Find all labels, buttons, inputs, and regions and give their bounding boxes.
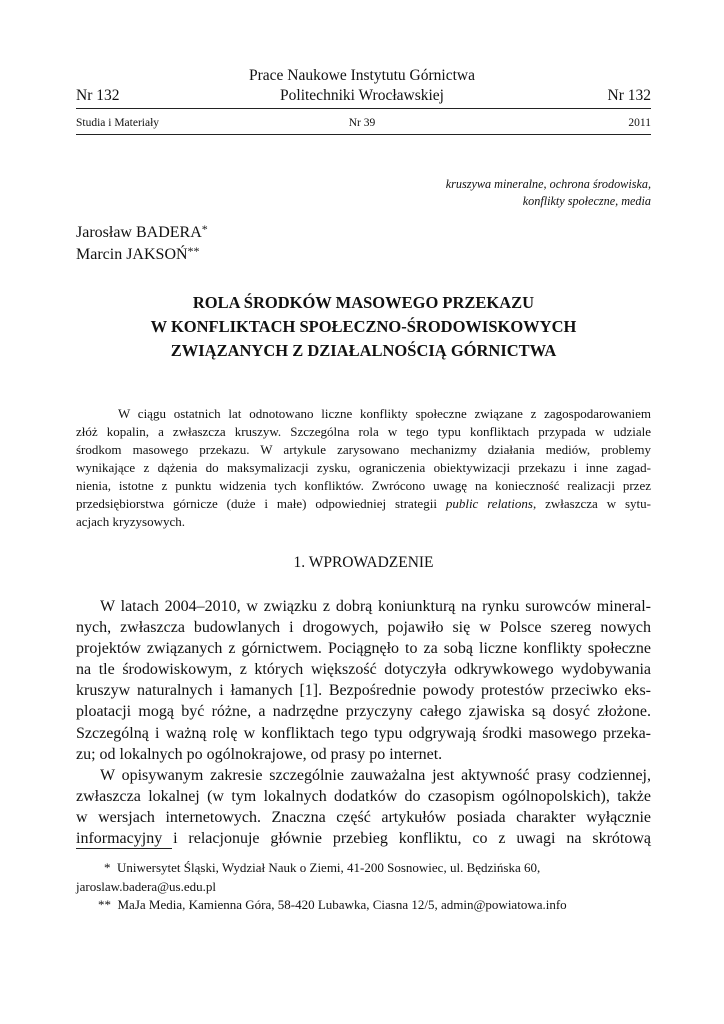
body-text (76, 596, 651, 849)
institution-line-1: Prace Naukowe Instytutu Górnictwa (249, 67, 475, 84)
body-line: na tle środowiskowym, z których większość dotyczyła odkrywkowego wydobywania (76, 661, 651, 679)
abstract-text: , zwłaszcza w sytu- (532, 496, 651, 511)
footnote-1 (76, 859, 651, 878)
title-line: ROLA ŚRODKÓW MASOWEGO PRZEKAZU (192, 293, 535, 312)
footnotes (76, 859, 651, 915)
author-mark: * (201, 222, 208, 236)
body-line: ploatacji mogą być różne, a nadrzędne przyczyny całego zjawiska są dosyć złożone. (76, 703, 651, 721)
abstract-line: środkom masowego przekazu. W artykule zarysowano mechanizmy działania mediów, problemy (76, 442, 651, 457)
footnote-mark: * (104, 860, 111, 875)
title-line: ZWIĄZANYCH Z DZIAŁALNOŚCIĄ GÓRNICTWA (170, 341, 557, 360)
abstract (76, 405, 651, 531)
title-line: W KONFLIKTACH SPOŁECZNO-ŚRODOWISKOWYCH (150, 317, 577, 336)
abstract-italic-term: public relations (445, 496, 533, 511)
author (76, 244, 208, 266)
abstract-line: W ciągu ostatnich lat odnotowano liczne konflikty społeczne związane z zagospodarowaniem (118, 406, 651, 421)
abstract-text: przedsiębiorstwa górnicze (duże i małe) odpowiedniej strategii (76, 496, 446, 511)
author-name: Marcin JAKSOŃ (76, 246, 188, 263)
header-rule (76, 108, 651, 109)
header-number-left: Nr 132 (76, 87, 120, 104)
issue-label: Nr 39 (348, 117, 376, 129)
article-title (76, 291, 651, 363)
footnote-text: Uniwersytet Śląski, Wydział Nauk o Ziemi, 41-200 Sosnowiec, ul. Będzińska 60, (117, 860, 541, 875)
body-line: projektów związanych z górnictwem. Pociągnęło to za sobą liczne konflikty społeczne (76, 640, 651, 658)
body-line: informacyjny i relacjonuje głównie przebieg konfliktu, co z uwagi na skrótową (76, 830, 651, 848)
section-heading: 1. WPROWADZENIE (293, 554, 434, 571)
abstract-line: złóż kopalin, a zwłaszcza kruszyw. Szczególna rola w tego typu konfliktach przypada w udziale (76, 424, 651, 439)
abstract-line (76, 495, 651, 513)
body-line: w wersjach internetowych. Znaczna część artykułów posiada charakter wyłącznie (76, 808, 651, 826)
footnote-1-email: jaroslaw.badera@us.edu.pl (76, 878, 216, 894)
abstract-line: nienia, istotne z punktu widzenia tych konfliktów. Zwrócono uwagę na konieczność realizacji przez (76, 478, 651, 493)
authors (76, 222, 208, 266)
footnote-2 (76, 896, 651, 915)
author-name: Jarosław BADERA (76, 224, 202, 241)
body-line: Szczególną i ważną rolę w konfliktach tego typu odgrywają środki masowego przeka- (76, 724, 651, 742)
footnote-text: MaJa Media, Kamienna Góra, 58-420 Lubawka, Ciasna 12/5, admin@powiatowa.info (117, 897, 567, 912)
author (76, 222, 208, 244)
body-line: nych, zwłaszcza budowlanych i drogowych, pojawiło się w Polsce szereg nowych (76, 619, 651, 637)
footnote-rule (76, 848, 172, 849)
header-number-right: Nr 132 (607, 87, 651, 104)
body-line: zu; od lokalnych po ogólnokrajowe, od prasy po internet. (76, 745, 443, 763)
author-mark: ** (187, 244, 200, 258)
keywords (291, 176, 651, 210)
institution-line-2: Politechniki Wrocławskiej (280, 87, 444, 104)
body-line: zwłaszcza lokalnej (w tym lokalnych dodatków do czasopism ogólnopolskich), także (76, 787, 651, 805)
body-line: W latach 2004–2010, w związku z dobrą koniunkturą na rynku surowców mineral- (100, 598, 651, 615)
abstract-line: wynikające z dążenia do maksymalizacji zysku, ograniczenia obiektywizacji przekazu i inne zagad- (76, 460, 651, 475)
body-line: W opisywanym zakresie szczególnie zauważalna jest aktywność prasy codziennej, (100, 766, 651, 784)
keywords-line-1: kruszywa mineralne, ochrona środowiska, (445, 177, 651, 191)
series-label: Studia i Materiały (76, 117, 160, 129)
footnote-mark: ** (98, 897, 111, 912)
body-line: kruszyw naturalnych i łamanych [1]. Bezpośrednie powody protestów przeciwko eks- (76, 682, 651, 700)
keywords-line-2: konflikty społeczne, media (522, 194, 651, 208)
abstract-line: acjach kryzysowych. (76, 514, 186, 529)
subheader-rule (76, 134, 651, 135)
year-label: 2011 (628, 117, 651, 129)
